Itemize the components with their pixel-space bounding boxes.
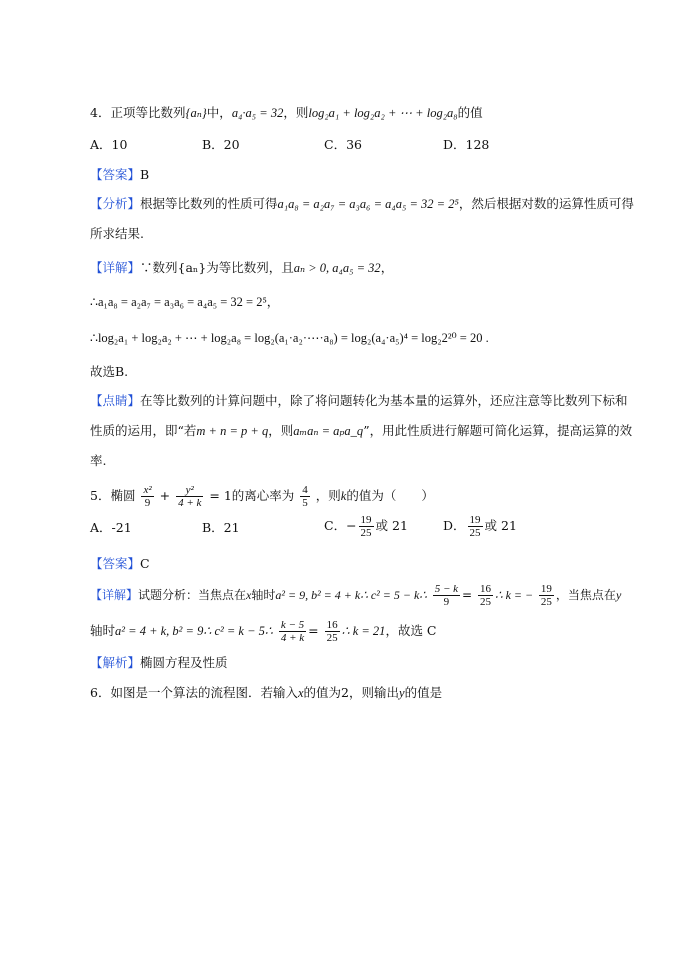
q4-comment-line-3: 率. — [90, 453, 107, 468]
q5-detail-line-1: 【详解】试题分析：当焦点在x轴时a² = 9, b² = 4 + k∴ c² = 5 − k∴ $\frac{5 - k}{9}$ = $\frac{16}{25}$ ∴ k = − $\frac{19}{25}$ ，当焦点在y — [90, 583, 622, 608]
fraction: $\frac{16}{25}$ — [326, 619, 338, 644]
fraction: $\frac{\text{x²}}{9}$ — [143, 484, 152, 509]
q5-option-d: D． $\frac{19}{25}$ 或 21 — [443, 514, 517, 539]
fraction: $\frac{k - 5}{4 + k}$ — [280, 619, 305, 644]
q5-option-a: A．-21 — [90, 520, 132, 535]
fraction: $\frac{16}{25}$ — [479, 583, 491, 608]
explain-tag: 【解析】 — [90, 655, 141, 670]
q4-option-c: C．36 — [324, 137, 362, 152]
q4-analysis-line-1: 【分析】根据等比数列的性质可得a₁a₈ = a₂a₇ = a₃a₆ = a₄a₅ = 32 = 2⁵，然后根据对数的运算性质可得 — [90, 196, 634, 211]
q4-option-b: B．20 — [202, 137, 240, 152]
q4-detail-line-3: ∴log₂a₁ + log₂a₂ + ⋯ + log₂a₈ = log₂(a₁·a₂·⋯·a₈) = log₂(a₄·a₅)⁴ = log₂2²⁰ = 20 . — [90, 331, 489, 345]
q4-stem: 4．正项等比数列{aₙ}中，a₄·a₅ = 32，则log₂a₁ + log₂a₂ + ⋯ + log₂a₈的值 — [90, 105, 483, 120]
q5-stem: 5．椭圆 $\frac{\text{x²}}{9}$ + $\frac{\text{y²}}{4 + k}$ = 1的离心率为 $\frac{4}{5}$ ，则k的值为（ ） — [90, 484, 434, 509]
comment-tag: 【点睛】 — [90, 393, 141, 408]
fraction: $\frac{4}{5}$ — [302, 484, 308, 509]
answer-tag: 【答案】 — [90, 167, 141, 182]
q4-comment-line-1: 【点睛】在等比数列的计算问题中，除了将问题转化为基本量的运算外，还应注意等比数列下标和 — [90, 393, 628, 408]
q5-detail-line-2: 轴时a² = 4 + k, b² = 9∴ c² = k − 5∴ $\frac{k - 5}{4 + k}$ = $\frac{16}{25}$ ∴ k = 21，故选 C — [90, 619, 437, 644]
fraction: $\frac{19}{25}$ — [360, 514, 372, 539]
q4-detail-line-4: 故选B. — [90, 364, 129, 379]
detail-tag: 【详解】 — [90, 588, 139, 602]
fraction: $\frac{5 - k}{9}$ — [434, 583, 459, 608]
q6-stem: 6．如图是一个算法的流程图．若输入x的值为2，则输出y的值是 — [90, 685, 443, 700]
analysis-tag: 【分析】 — [90, 196, 141, 211]
fraction: $\frac{19}{25}$ — [540, 583, 552, 608]
q5-answer: 【答案】C — [90, 556, 150, 571]
q4-detail-line-2: ∴a₁a₈ = a₂a₇ = a₃a₆ = a₄a₅ = 32 = 2⁵， — [90, 295, 280, 309]
q4-analysis-line-2: 所求结果. — [90, 226, 144, 241]
q4-comment-line-2: 性质的运用，即“若m + n = p + q，则aₘaₙ = aₚa_q”，用此性质进行解题可简化运算，提高运算的效 — [90, 423, 633, 438]
q4-option-d: D．128 — [443, 137, 490, 152]
q4-option-a: A．10 — [90, 137, 128, 152]
detail-tag: 【详解】 — [90, 260, 141, 275]
fraction: $\frac{\text{y²}}{4 + k}$ — [178, 484, 202, 509]
q5-option-c: C．− $\frac{19}{25}$ 或 21 — [324, 514, 408, 539]
q5-explanation: 【解析】椭圆方程及性质 — [90, 655, 228, 670]
fraction: $\frac{19}{25}$ — [469, 514, 481, 539]
answer-tag: 【答案】 — [90, 556, 141, 571]
q4-answer: 【答案】B — [90, 167, 150, 182]
q4-detail-line-1: 【详解】∵数列{aₙ}为等比数列，且aₙ > 0, a₄a₅ = 32， — [90, 260, 394, 275]
q5-option-b: B．21 — [202, 520, 240, 535]
